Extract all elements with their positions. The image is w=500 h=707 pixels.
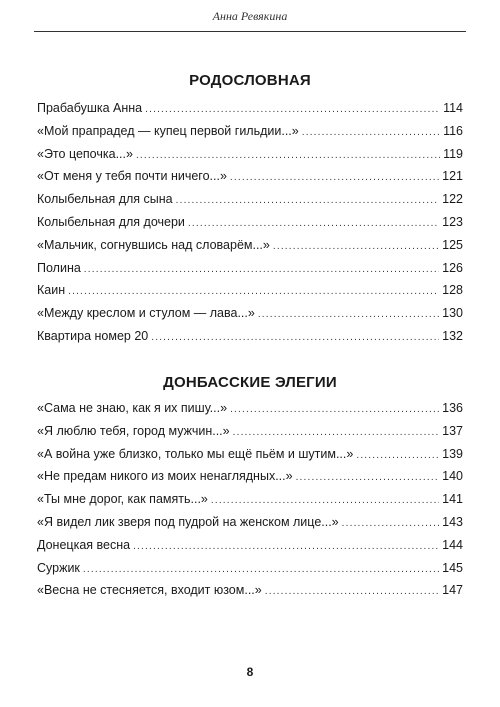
- entry-page: 136: [442, 401, 463, 415]
- toc-entry[interactable]: [37, 215, 463, 238]
- toc-entry[interactable]: [37, 169, 463, 192]
- entry-page: 145: [442, 560, 463, 575]
- toc-entry[interactable]: [37, 561, 463, 584]
- entry-title: Колыбельная для дочери: [37, 214, 185, 229]
- page-number: 8: [246, 665, 254, 679]
- toc-entry[interactable]: [37, 101, 463, 124]
- entry-page: 122: [442, 192, 463, 207]
- entry-page: 147: [442, 583, 463, 598]
- entry-title: «Сама не знаю, как я их пишу...»: [37, 401, 228, 415]
- toc-entry[interactable]: [37, 329, 463, 352]
- entry-page: 143: [442, 514, 463, 529]
- entry-title: «Между креслом и стулом — лава...»: [37, 306, 255, 321]
- running-head: Анна Ревякина: [212, 9, 288, 23]
- toc-entry[interactable]: [37, 538, 463, 561]
- dot-leader: [356, 450, 439, 461]
- dot-leader: [136, 150, 440, 161]
- dot-leader: [230, 172, 439, 183]
- dot-leader: [265, 586, 439, 597]
- dot-leader: [68, 286, 439, 297]
- entry-page: 139: [442, 446, 463, 461]
- entry-title: Донецкая весна: [37, 537, 131, 552]
- dot-leader: [145, 104, 440, 115]
- entry-title: «От меня у тебя почти ничего...»: [37, 169, 227, 184]
- dot-leader: [176, 195, 440, 206]
- entry-page: 116: [443, 123, 463, 138]
- entry-title: «Я видел лик зверя под пудрой на женском лице...»: [37, 514, 339, 529]
- dot-leader: [151, 332, 439, 343]
- dot-leader: [84, 264, 439, 275]
- entry-page: 114: [443, 101, 463, 115]
- dot-leader: [83, 564, 439, 575]
- dot-leader: [230, 404, 439, 415]
- header-rule: [34, 31, 466, 32]
- entry-page: 123: [442, 214, 463, 229]
- toc-entry[interactable]: [37, 147, 463, 170]
- toc-entry[interactable]: [37, 492, 463, 515]
- dot-leader: [188, 218, 439, 229]
- entry-title: «Ты мне дорог, как память...»: [37, 492, 208, 507]
- section-title-rodoslovnaya: РОДОСЛОВНАЯ: [189, 72, 311, 89]
- entry-title: Полина: [37, 260, 81, 275]
- entry-title: «Это цепочка...»: [37, 146, 133, 161]
- toc-entry[interactable]: [37, 469, 463, 492]
- entry-page: 141: [442, 492, 463, 507]
- entry-title: Квартира номер 20: [37, 328, 149, 343]
- dot-leader: [302, 127, 440, 138]
- dot-leader: [133, 541, 439, 552]
- dot-leader: [342, 518, 440, 529]
- toc-entry[interactable]: [37, 515, 463, 538]
- dot-leader: [233, 427, 440, 438]
- entry-page: 130: [442, 306, 463, 321]
- section-title-donbasskie-elegii: ДОНБАССКИЕ ЭЛЕГИИ: [163, 374, 337, 391]
- entry-page: 128: [442, 283, 463, 298]
- entry-title: «Мой прапрадед — купец первой гильдии...»: [37, 123, 299, 138]
- entry-title: Колыбельная для сына: [37, 192, 173, 207]
- toc-entry[interactable]: [37, 261, 463, 284]
- toc-entry[interactable]: [37, 124, 463, 147]
- entry-title: Суржик: [37, 560, 80, 575]
- toc-entry[interactable]: [37, 583, 463, 606]
- entry-title: «Я люблю тебя, город мужчин...»: [37, 423, 230, 438]
- dot-leader: [258, 309, 439, 320]
- entry-page: 137: [442, 423, 463, 438]
- toc-list-rodoslovnaya: [37, 101, 463, 352]
- toc-entry[interactable]: [37, 401, 463, 424]
- entry-page: 125: [442, 237, 463, 252]
- toc-entry[interactable]: [37, 306, 463, 329]
- entry-page: 132: [442, 328, 463, 343]
- entry-title: «А война уже близко, только мы ещё пьём и шутим...»: [37, 446, 354, 461]
- entry-page: 126: [442, 260, 463, 275]
- toc-entry[interactable]: [37, 447, 463, 470]
- toc-entry[interactable]: [37, 424, 463, 447]
- entry-title: Каин: [37, 283, 66, 298]
- toc-list-donbasskie-elegii: [37, 401, 463, 606]
- entry-title: Прабабушка Анна: [37, 101, 143, 115]
- dot-leader: [273, 241, 439, 252]
- entry-title: «Весна не стесняется, входит юзом...»: [37, 583, 262, 598]
- dot-leader: [211, 495, 439, 506]
- dot-leader: [296, 472, 440, 483]
- toc-entry[interactable]: [37, 238, 463, 261]
- entry-page: 144: [442, 537, 463, 552]
- entry-page: 121: [442, 169, 463, 184]
- entry-title: «Мальчик, согнувшись над словарём...»: [37, 237, 270, 252]
- entry-page: 140: [442, 469, 463, 484]
- entry-title: «Не предам никого из моих ненаглядных...»: [37, 469, 293, 484]
- entry-page: 119: [443, 146, 463, 161]
- toc-entry[interactable]: [37, 192, 463, 215]
- toc-entry[interactable]: [37, 283, 463, 306]
